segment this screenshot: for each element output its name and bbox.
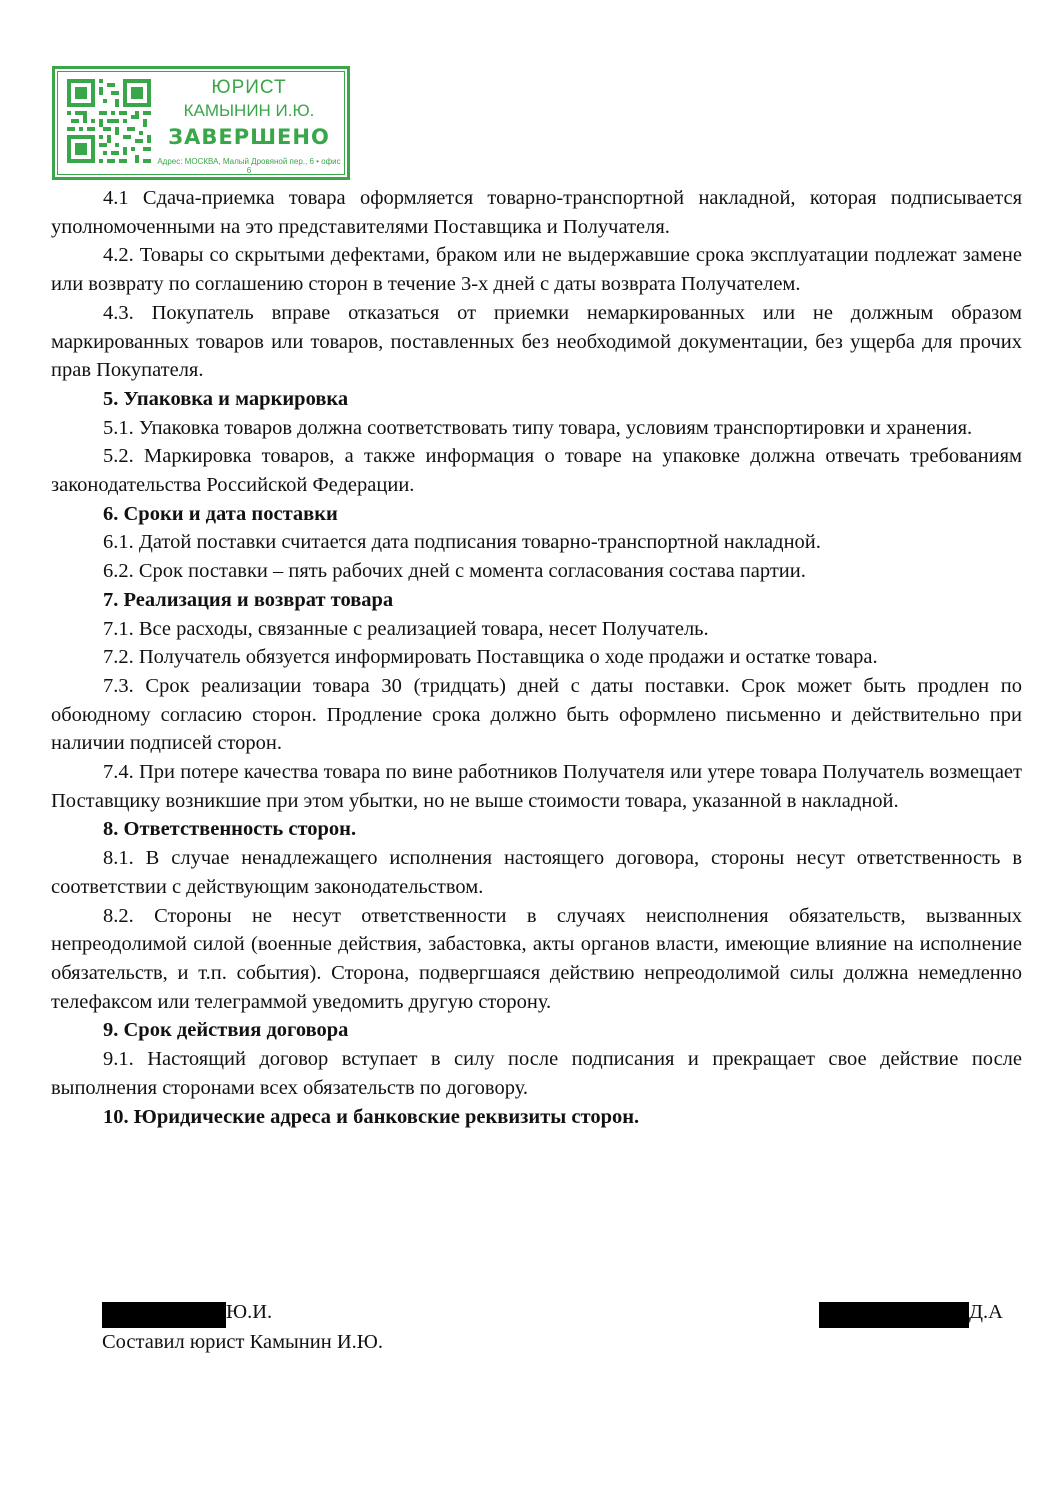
section-heading-7: 7. Реализация и возврат товара bbox=[103, 588, 394, 611]
document-author: Составил юрист Камынин И.Ю. bbox=[102, 1331, 383, 1353]
stamp-status: ЗАВЕРШЕНО bbox=[168, 125, 330, 149]
clause-5-2: 5.2. Маркировка товаров, а также информация о товаре на упаковке должна отвечать требованиям законодательства Российской Федерации. bbox=[51, 445, 1022, 497]
redacted-name-left bbox=[102, 1302, 226, 1328]
section-heading-6: 6. Сроки и дата поставки bbox=[103, 502, 338, 525]
clause-4-3: 4.3. Покупатель вправе отказаться от приемки немаркированных или не должным образом маркированных товаров или товаров, поставленных без необходимой документации, без ущерба для прочих прав Покупателя. bbox=[51, 301, 1022, 382]
clause-4-2: 4.2. Товары со скрытыми дефектами, браком или не выдержавшие срока эксплуатации подлежат замене или возврату по соглашению сторон в течение 3-х дней с даты возврата Получателем. bbox=[51, 244, 1022, 296]
redacted-name-right bbox=[819, 1302, 969, 1328]
document-body bbox=[51, 184, 1022, 1131]
lawyer-stamp bbox=[52, 66, 350, 180]
stamp-address: Адрес: МОСКВА, Малый Дровяной пер., 6 • офис 6 bbox=[157, 157, 341, 175]
signature-row bbox=[0, 1301, 1061, 1331]
section-heading-5: 5. Упаковка и маркировка bbox=[103, 387, 349, 410]
clause-6-2: 6.2. Срок поставки – пять рабочих дней с момента согласования состава партии. bbox=[103, 560, 806, 583]
stamp-lawyer-name: КАМЫНИН И.Ю. bbox=[183, 101, 315, 120]
clause-7-2: 7.2. Получатель обязуется информировать Поставщика о ходе продажи и остатке товара. bbox=[103, 646, 878, 669]
clause-7-4: 7.4. При потере качества товара по вине работников Получателя или утере товара Получатель возмещает Поставщику возникшие при этом убытки, но не выше стоимости товара, указанной в накладной. bbox=[51, 761, 1022, 812]
clause-7-1: 7.1. Все расходы, связанные с реализацией товара, несет Получатель. bbox=[103, 617, 709, 640]
clause-4-1: 4.1 Сдача-приемка товара оформляется товарно-транспортной накладной, которая подписывается уполномоченными на это представителями Поставщика и Получателя. bbox=[51, 187, 1022, 238]
signature-left-initials: Ю.И. bbox=[226, 1301, 273, 1323]
clause-8-1: 8.1. В случае ненадлежащего исполнения настоящего договора, стороны несут ответственность в соответствии с действующим законодательством. bbox=[51, 847, 1022, 898]
clause-9-1: 9.1. Настоящий договор вступает в силу после подписания и прекращает свое действие после выполнения сторонами всех обязательств по договору. bbox=[51, 1048, 1022, 1099]
clause-8-2: 8.2. Стороны не несут ответственности в случаях неисполнения обязательств, вызванных непреодолимой силой (военные действия, забастовка, акты органов власти, имеющие влияние на исполнение обязательств, и т.п. события). Сторона, подвергшаяся действию непреодолимой силы должна немедленно телефаксом или телеграммой уведомить другую сторону. bbox=[51, 904, 1022, 1013]
section-heading-10: 10. Юридические адреса и банковские реквизиты сторон. bbox=[103, 1105, 640, 1128]
clause-5-1: 5.1. Упаковка товаров должна соответствовать типу товара, условиям транспортировки и хранения. bbox=[103, 416, 973, 439]
clause-7-3: 7.3. Срок реализации товара 30 (тридцать) дней с даты поставки. Срок может быть продлен по обоюдному согласию сторон. Продление срока должно быть оформлено письменно и действительно при наличии подписей сторон. bbox=[51, 674, 1022, 755]
stamp-title: ЮРИСТ bbox=[211, 77, 287, 98]
qr-code-icon bbox=[67, 79, 151, 163]
signature-right-initials: Д.А bbox=[969, 1301, 1003, 1323]
section-heading-9: 9. Срок действия договора bbox=[103, 1019, 349, 1042]
clause-6-1: 6.1. Датой поставки считается дата подписания товарно-транспортной накладной. bbox=[103, 531, 821, 554]
section-heading-8: 8. Ответственность сторон. bbox=[103, 818, 357, 841]
